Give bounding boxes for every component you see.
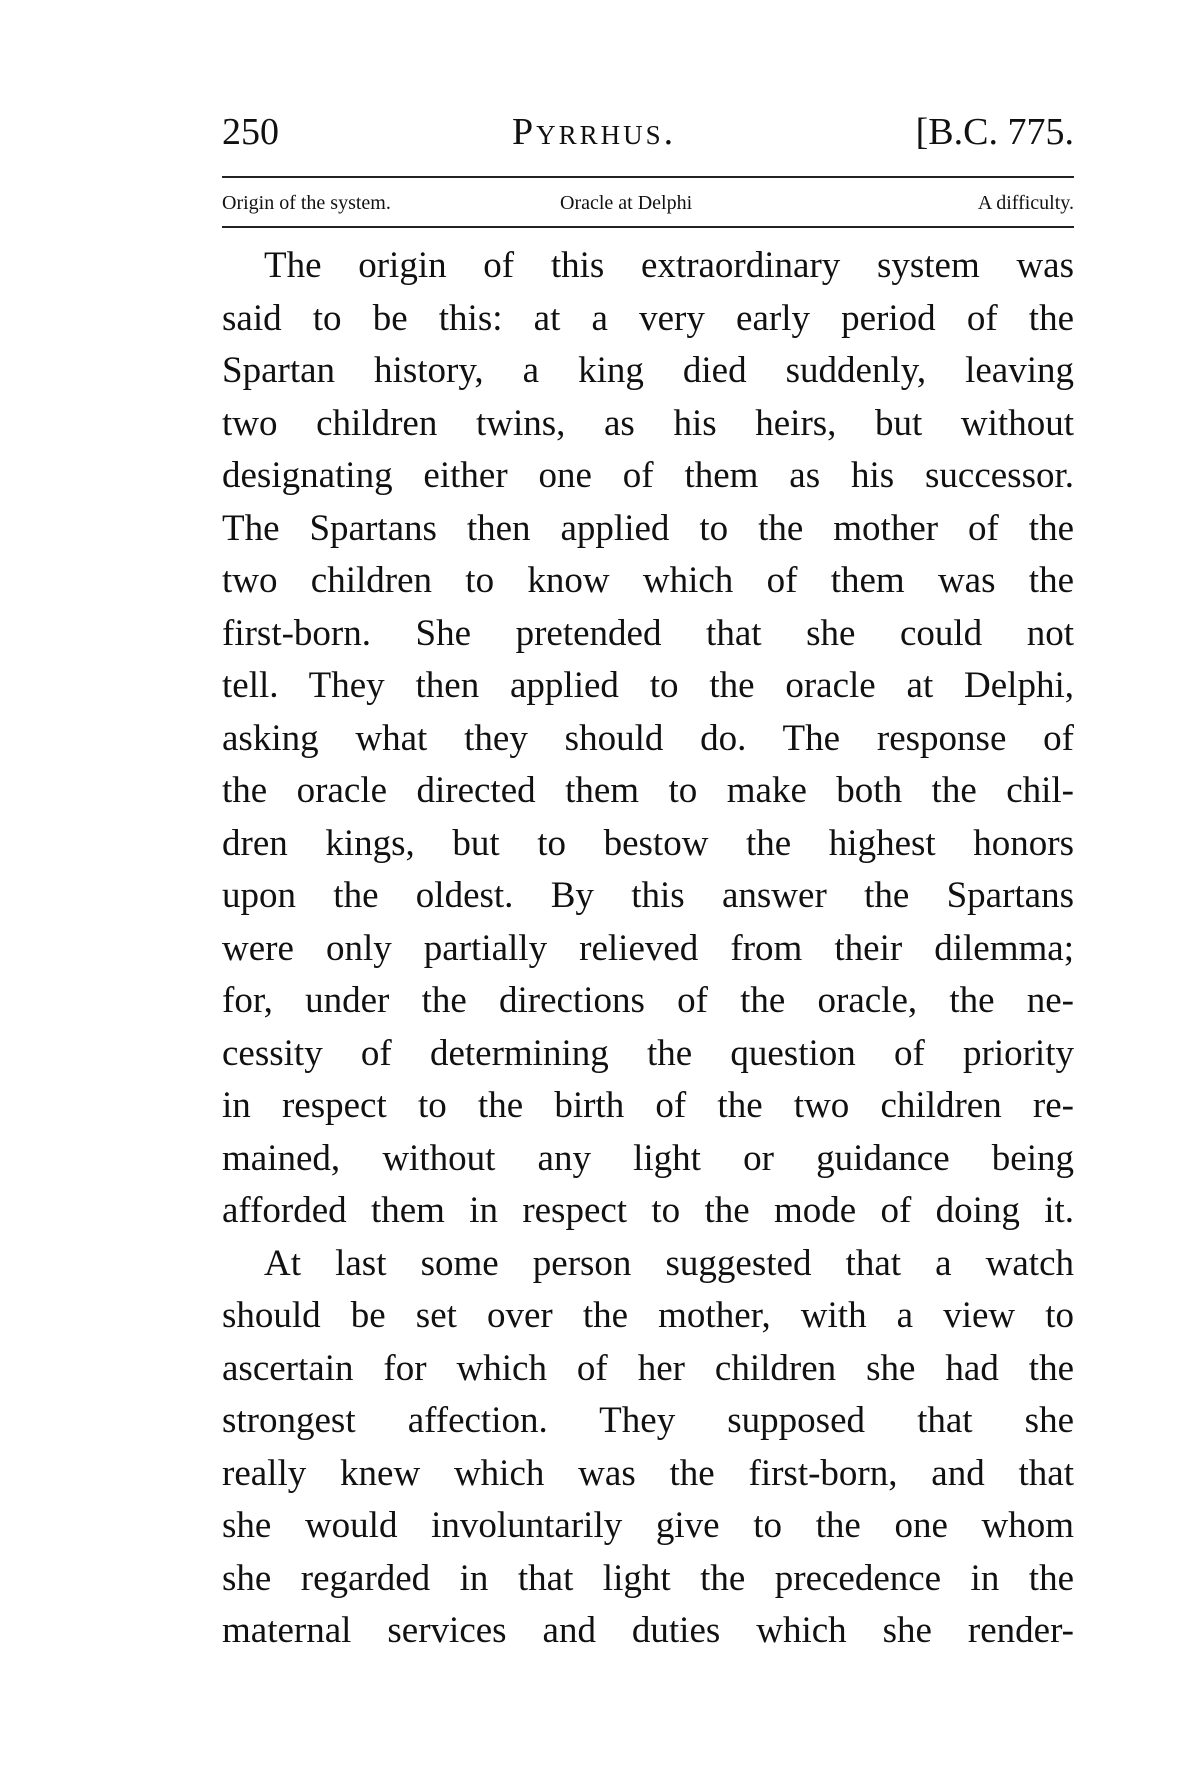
text-line: first-born. She pretended that she could not [222, 612, 1074, 654]
text-line: the oracle directed them to make both the chil- [222, 770, 1074, 811]
page-number: 250 [222, 111, 279, 153]
sidenote: A difficulty. [977, 192, 1074, 214]
body-text [222, 240, 1074, 1658]
text-line: strongest affection. They supposed that she [222, 1400, 1074, 1441]
text-line: maternal services and duties which she render- [222, 1610, 1074, 1651]
text-line: ascertain for which of her children she had the [222, 1347, 1074, 1389]
text-line: mained, without any light or guidance being [222, 1137, 1074, 1179]
date-marker: [B.C. 775. [915, 111, 1074, 153]
text-line: she regarded in that light the precedence in the [222, 1557, 1074, 1599]
text-line: asking what they should do. The response of [222, 717, 1074, 759]
text-line: for, under the directions of the oracle, the ne- [222, 980, 1074, 1021]
text-line: were only partially relieved from their dilemma; [222, 927, 1074, 969]
text-line: cessity of determining the question of priority [222, 1032, 1074, 1074]
text-line: really knew which was the first-born, and that [222, 1452, 1074, 1494]
text-line: should be set over the mother, with a view to [222, 1295, 1074, 1336]
text-line: two children to know which of them was the [222, 560, 1074, 601]
running-title: Pyrrhus. [512, 111, 677, 153]
text-line: The Spartans then applied to the mother of the [222, 507, 1074, 549]
text-line: At last some person suggested that a watch [264, 1242, 1074, 1284]
page-header [222, 100, 1074, 160]
sidenote-rule [222, 226, 1074, 228]
text-line: tell. They then applied to the oracle at Delphi, [222, 665, 1074, 706]
text-line: The origin of this extraordinary system was [264, 245, 1074, 286]
sidenote-bar [222, 186, 1074, 220]
text-line: afforded them in respect to the mode of doing it. [222, 1190, 1074, 1231]
text-line: two children twins, as his heirs, but without [222, 402, 1074, 444]
paragraph [222, 1238, 1074, 1658]
text-line: Spartan history, a king died suddenly, leaving [222, 350, 1074, 391]
text-line: in respect to the birth of the two children re- [222, 1085, 1074, 1126]
text-line: upon the oldest. By this answer the Spartans [222, 875, 1074, 916]
header-rule [222, 176, 1074, 178]
paragraph [222, 240, 1074, 1238]
text-line: dren kings, but to bestow the highest honors [222, 822, 1074, 864]
text-line: said to be this: at a very early period of the [222, 297, 1074, 339]
sidenote: Origin of the system. [222, 192, 391, 214]
sidenote: Oracle at Delphi [560, 192, 693, 214]
text-line: she would involuntarily give to the one whom [222, 1505, 1074, 1546]
text-line: designating either one of them as his successor. [222, 455, 1074, 496]
